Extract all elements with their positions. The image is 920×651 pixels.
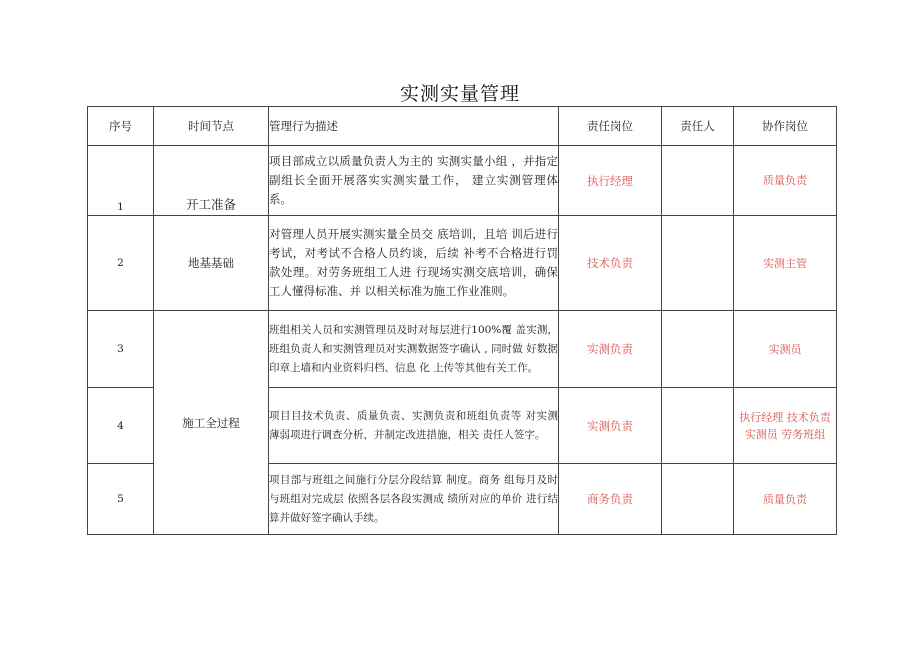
row-responsible-person — [662, 388, 734, 464]
header-index: 序号 — [88, 107, 154, 146]
row-time-node: 施工全过程 — [154, 311, 269, 535]
header-responsible-person: 责任人 — [662, 107, 734, 146]
header-time-node: 时间节点 — [154, 107, 269, 146]
row-description: 项目目技术负责、质量负责、实测负责和班组负责等 对实测 薄弱项进行调查分析，并制定改进措施，相关 责任人签字。 — [269, 388, 559, 464]
row-assist-post: 质量负责 — [734, 146, 837, 216]
row-index: 3 — [88, 311, 154, 388]
row-description: 项目部与班组之间施行分层分段结算 制度。商务 组每月及时与班组对完成层 依照各层各段实测成 绩所对应的单价 进行结算并做好签字确认手续。 — [269, 464, 559, 535]
row-assist-post: 实测主管 — [734, 216, 837, 311]
row-responsible-post: 技术负责 — [559, 216, 662, 311]
header-description: 管理行为描述 — [269, 107, 559, 146]
table-header-row — [88, 107, 837, 146]
row-time-node: 开工准备 — [154, 146, 269, 216]
row-index: 5 — [88, 464, 154, 535]
table-row — [88, 146, 837, 216]
table-row — [88, 216, 837, 311]
row-assist-post: 质量负责 — [734, 464, 837, 535]
management-table — [87, 106, 837, 535]
row-responsible-post: 实测负责 — [559, 388, 662, 464]
row-responsible-person — [662, 216, 734, 311]
row-description: 项目部成立以质量负责人为主的 实测实量小组 ，并指定副组长全面开展落实实测实量工作， 建立实测管理体系。 — [269, 146, 559, 216]
row-index: 1 — [88, 146, 154, 216]
table-row — [88, 311, 837, 388]
row-responsible-person — [662, 311, 734, 388]
row-responsible-post: 执行经理 — [559, 146, 662, 216]
header-responsible-post: 责任岗位 — [559, 107, 662, 146]
row-assist-post: 执行经理 技术负责 实测员 劳务班组 — [734, 388, 837, 464]
row-responsible-person — [662, 146, 734, 216]
row-time-node: 地基基础 — [154, 216, 269, 311]
row-responsible-person — [662, 464, 734, 535]
row-index: 2 — [88, 216, 154, 311]
row-description: 对管理人员开展实测实量全员交 底培训，且培 训后进行考试，对考试不合格人员约谈，后续 补考不合格进行罚款处理。对劳务班组工人进 行现场实测交底培训，确保工人懂得标准、并 以相关标准为施工作业准则。 — [269, 216, 559, 311]
page-title: 实测实量管理 — [399, 83, 520, 105]
row-description: 班组相关人员和实测管理员及时对每层进行100%覆 盖实测，班组负责人和实测管理员对实测数据签字确认 , 同时做 好数据印章上墙和内业资料归档、信息 化 上传等其他有关工作。 — [269, 311, 559, 388]
header-assist-post: 协作岗位 — [734, 107, 837, 146]
row-responsible-post: 商务负责 — [559, 464, 662, 535]
row-assist-post: 实测员 — [734, 311, 837, 388]
row-index: 4 — [88, 388, 154, 464]
row-responsible-post: 实测负责 — [559, 311, 662, 388]
